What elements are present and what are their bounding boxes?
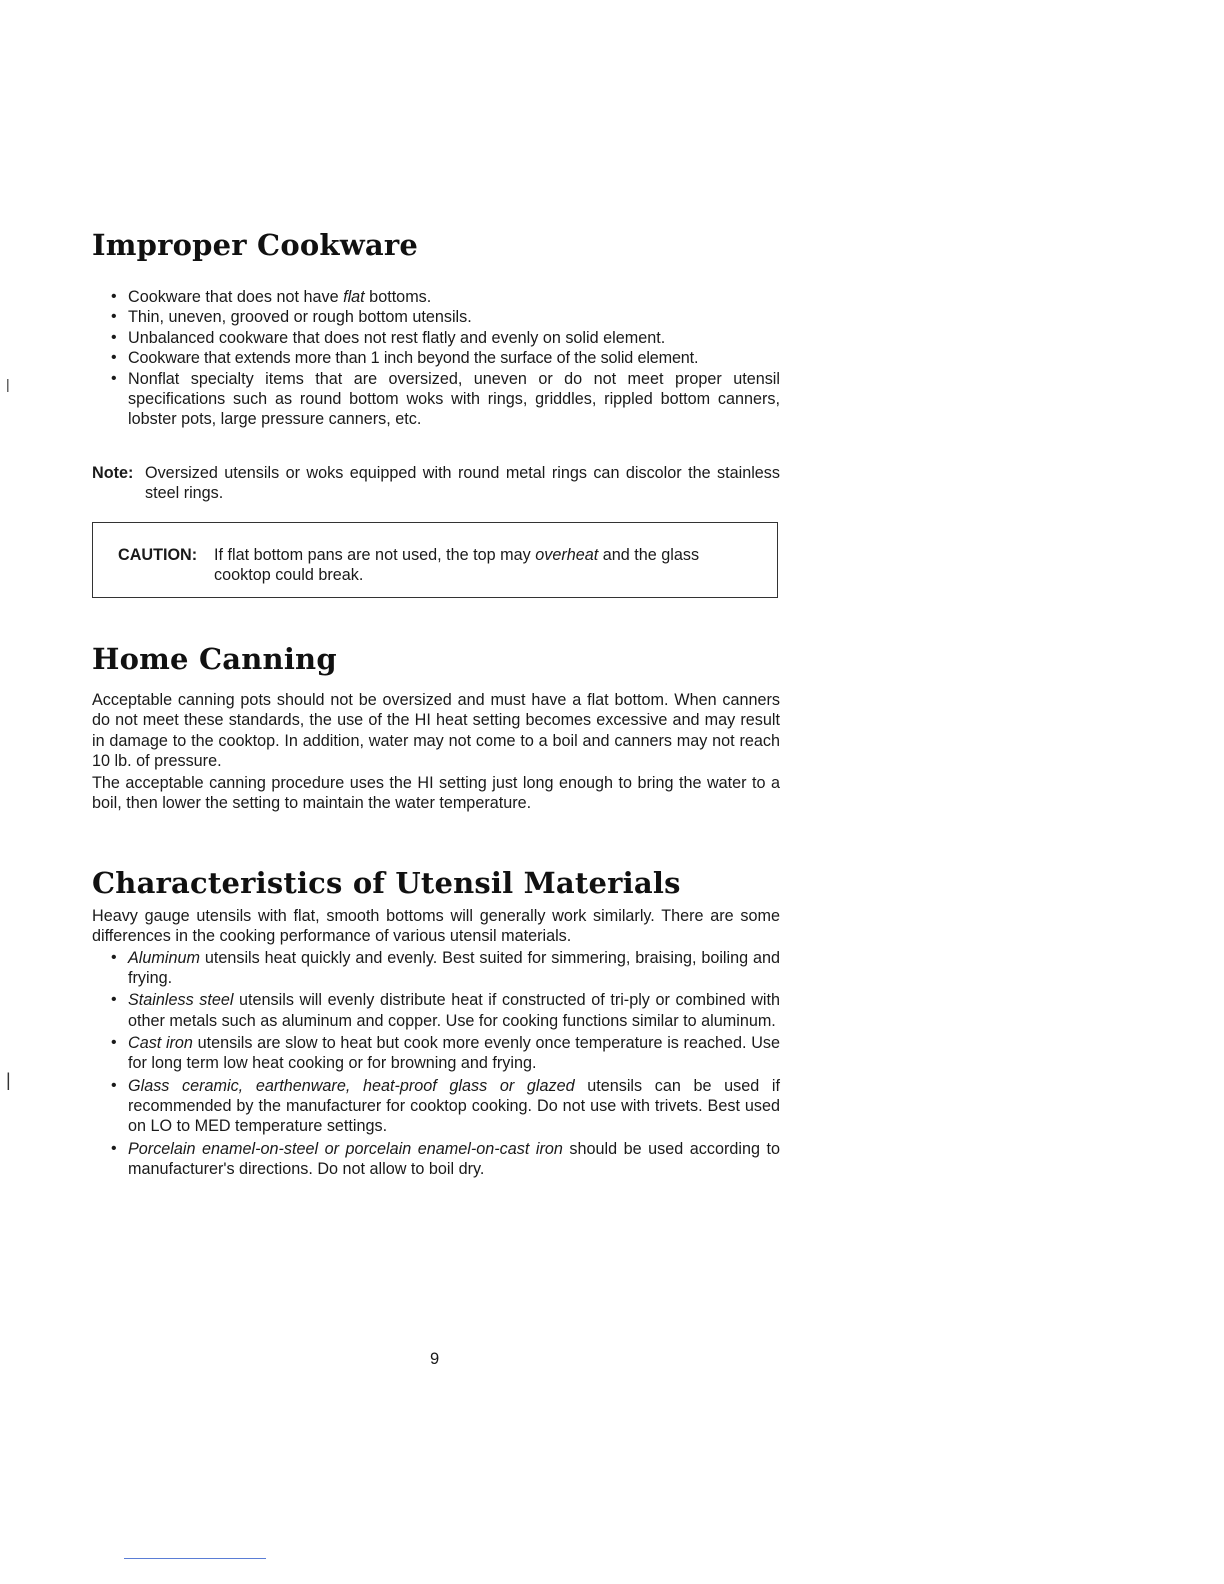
list-item: • Cast iron utensils are slow to heat but cook more evenly once temperature is reached. Use for long term low heat cooking or for browning and frying.: [92, 1033, 780, 1074]
caution-label: CAUTION:: [118, 546, 198, 564]
list-item: • Aluminum utensils heat quickly and evenly. Best suited for simmering, braising, boiling and frying.: [92, 948, 780, 989]
list-item: • Nonflat specialty items that are oversized, uneven or do not meet proper utensil specifications such as round bottom woks with rings, griddles, rippled bottom canners, lobster pots, large pressure canners, etc.: [92, 369, 780, 430]
scan-mark: |: [6, 376, 10, 392]
paragraph: The acceptable canning procedure uses the HI setting just long enough to bring the water to a boil, then lower the setting to maintain the water temperature.: [92, 773, 780, 813]
list-item: • Cookware that extends more than 1 inch beyond the surface of the solid element.: [92, 348, 780, 368]
section-title-utensil-materials: Characteristics of Utensil Materials: [92, 866, 681, 900]
list-item: • Stainless steel utensils will evenly distribute heat if constructed of tri-ply or combined with other metals such as aluminum and copper. Use for cooking functions similar to aluminum.: [92, 990, 780, 1031]
list-item: • Glass ceramic, earthenware, heat-proof glass or glazed utensils can be used if recommended by the manufacturer for cooktop cooking. Do not use with trivets. Best used on LO to MED temperature settings.: [92, 1076, 780, 1137]
paragraph: Heavy gauge utensils with flat, smooth bottoms will generally work similarly. There are some differences in the cooking performance of various utensil materials.: [92, 907, 780, 946]
section-title-home-canning: Home Canning: [92, 642, 337, 676]
scan-mark: |: [6, 1070, 11, 1090]
utensil-materials-text: [92, 906, 780, 1181]
list-item: • Unbalanced cookware that does not rest flatly and evenly on solid element.: [92, 328, 780, 348]
list-item: • Thin, uneven, grooved or rough bottom utensils.: [92, 307, 780, 327]
list-item: • Cookware that does not have flat bottoms.: [92, 287, 780, 307]
improper-cookware-list: [92, 287, 780, 430]
page-number: 9: [430, 1350, 440, 1368]
note-label: Note:: [92, 464, 134, 482]
materials-list: [92, 948, 780, 1180]
paragraph: Acceptable canning pots should not be oversized and must have a flat bottom. When canners do not meet these standards, the use of the HI heat setting becomes excessive and may result in damage to the cooktop. In addition, water may not come to a boil and canners may not reach 10 lb. of pressure.: [92, 691, 780, 771]
caution-text: If flat bottom pans are not used, the top may overheat and the glass cooktop could break.: [214, 546, 700, 585]
note-text: Oversized utensils or woks equipped with round metal rings can discolor the stainless steel rings.: [145, 464, 780, 503]
note-block: [92, 463, 780, 504]
home-canning-text: [92, 690, 780, 813]
section-title-improper-cookware: Improper Cookware: [92, 228, 418, 262]
scan-edge-line: [124, 1558, 266, 1559]
list-item: • Porcelain enamel-on-steel or porcelain enamel-on-cast iron should be used according to manufacturer's directions. Do not allow to boil dry.: [92, 1139, 780, 1180]
caution-box: [92, 522, 778, 598]
